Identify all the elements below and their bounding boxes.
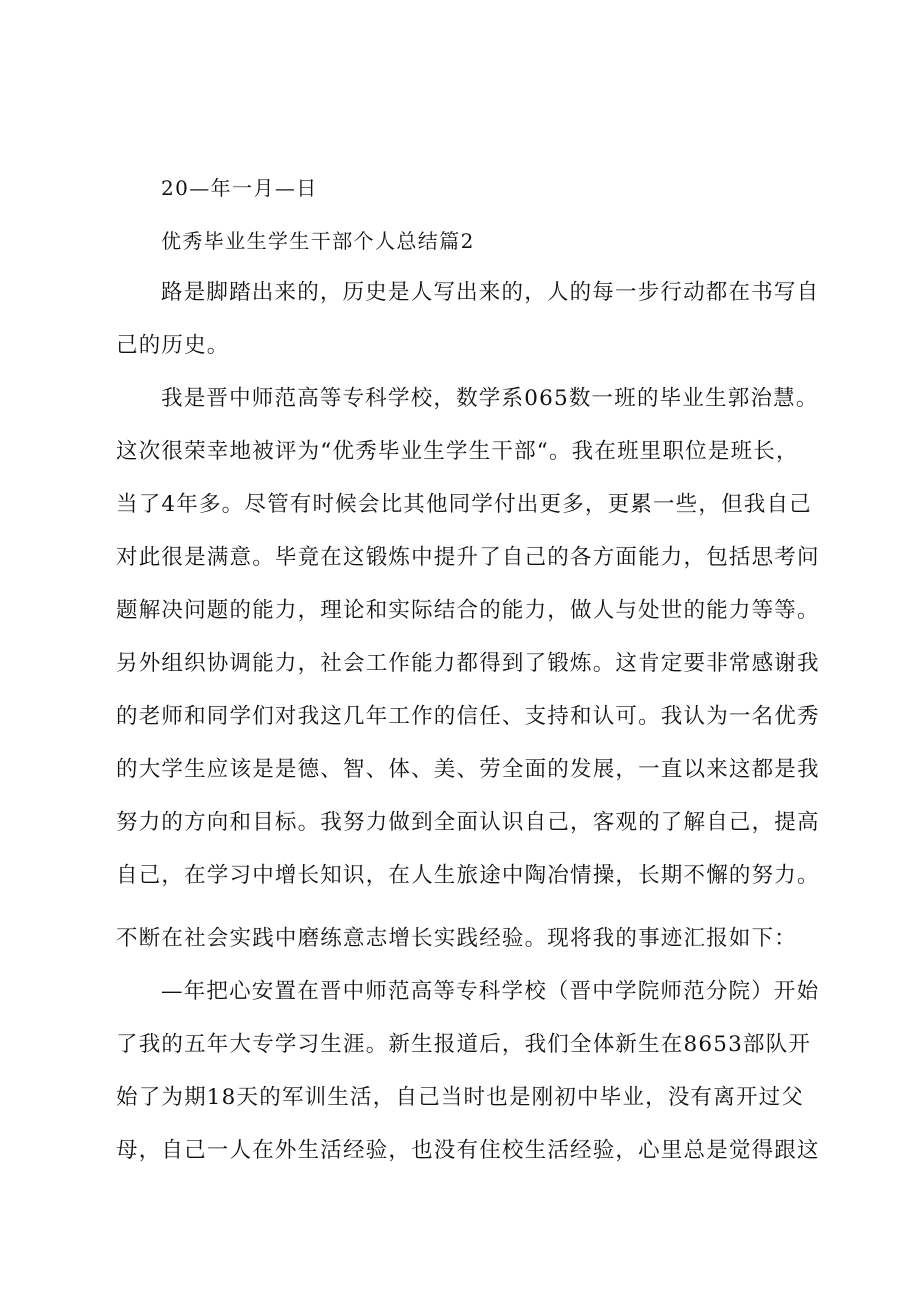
date-line: 20—年一月—日: [161, 176, 318, 200]
text-line: 我是晋中师范高等专科学校，数学系065数一班的毕业生郭治慧。: [161, 386, 819, 411]
text-line: 路是脚踏出来的，历史是人写出来的，人的每一步行动都在书写自: [161, 280, 820, 305]
text-line: 始了为期18天的军训生活，自己当时也是刚初中毕业，没有离开过父: [116, 1085, 805, 1110]
text-line: 当了4年多。尽管有时候会比其他同学付出更多，更累一些，但我自己: [116, 492, 812, 517]
text-line: 这次很荣幸地被评为“优秀毕业生学生干部“。我在班里职位是班长，: [116, 439, 799, 464]
text-line: 努力的方向和目标。我努力做到全面认识自己，客观的了解自己，提高: [116, 810, 820, 835]
text-line: 题解决问题的能力，理论和实际结合的能力，做人与处世的能力等等。: [116, 598, 820, 623]
text-line: —年把心安置在晋中师范高等专科学校（晋中学院师范分院）开始: [161, 979, 820, 1004]
text-line: 己的历史。: [116, 333, 230, 358]
text-line: 了我的五年大专学习生涯。新生报道后，我们全体新生在8653部队开: [116, 1032, 812, 1057]
text-line: 对此很是满意。毕竟在这锻炼中提升了自己的各方面能力，包括思考问: [116, 545, 820, 570]
text-line: 的大学生应该是是德、智、体、美、劳全面的发展，一直以来这都是我: [116, 757, 820, 782]
text-line: 母，自己一人在外生活经验，也没有住校生活经验，心里总是觉得跟这: [116, 1138, 820, 1163]
section-title: 优秀毕业生学生干部个人总结篇2: [161, 229, 475, 253]
text-line: 不断在社会实践中磨练意志增长实践经验。现将我的事迹汇报如下：: [116, 926, 798, 951]
text-line: 自己，在学习中增长知识，在人生旅途中陶冶情操，长期不懈的努力。: [116, 863, 820, 888]
text-line: 的老师和同学们对我这几年工作的信任、支持和认可。我认为一名优秀: [116, 704, 820, 729]
text-line: 另外组织协调能力，社会工作能力都得到了锻炼。这肯定要非常感谢我: [116, 651, 820, 676]
